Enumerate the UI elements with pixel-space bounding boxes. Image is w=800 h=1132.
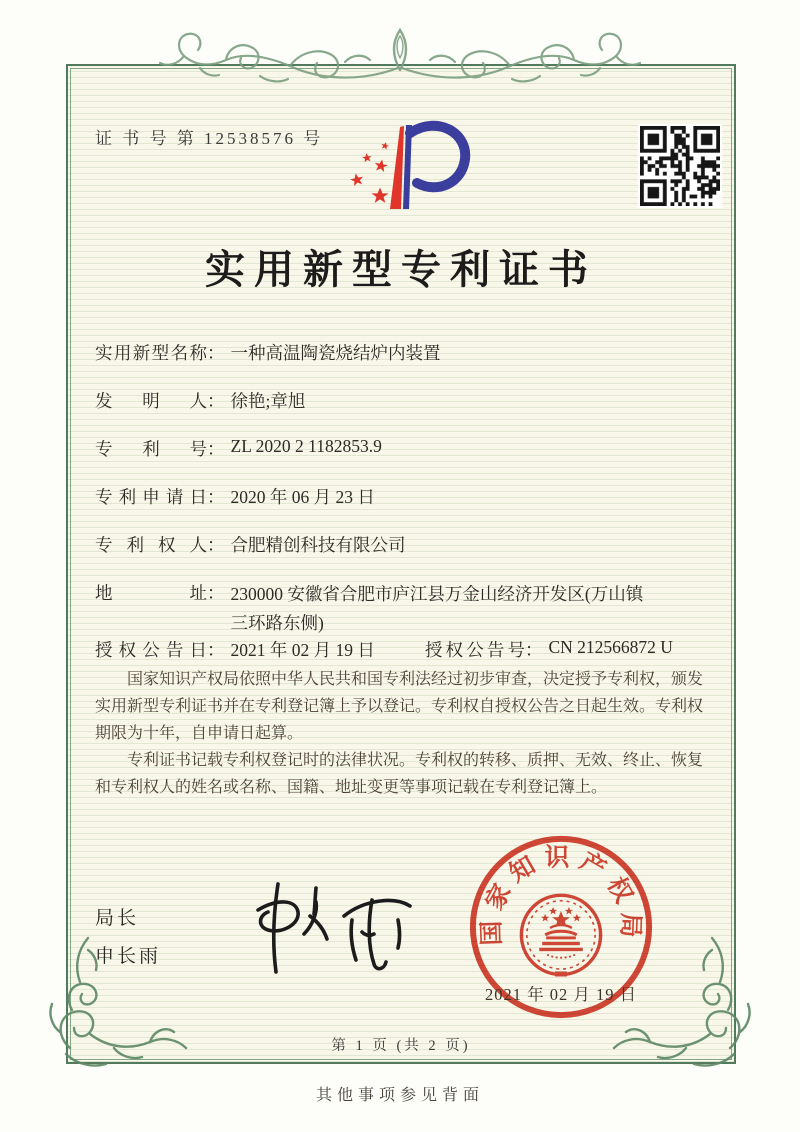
field-label: 实 用 新 型 名 称 bbox=[95, 343, 207, 363]
grant-date-value: 2021 年 02 月 19 日 bbox=[230, 640, 375, 660]
field-row-address bbox=[95, 580, 715, 638]
colon: ： bbox=[207, 487, 225, 507]
certificate-title: 实用新型专利证书 bbox=[205, 247, 597, 292]
seal-date: 2021 年 02 月 19 日 bbox=[484, 985, 638, 1004]
field-label: 专 利 权 人 bbox=[95, 535, 207, 555]
certificate-number: 证 书 号 第 12538576 号 bbox=[95, 129, 324, 148]
legal-paragraph-2: 专利证书记载专利权登记时的法律状况。专利权的转移、质押、无效、终止、恢复和专利权人的姓名或名称、国籍、地址变更等事项记载在专利登记簿上。 bbox=[95, 752, 704, 796]
field-row-name bbox=[95, 340, 715, 365]
grant-date-label: 授 权 公 告 日 bbox=[95, 640, 207, 660]
field-label: 发 明 人 bbox=[95, 391, 207, 411]
grant-no-value: CN 212566872 U bbox=[548, 637, 673, 657]
signer-name: 申长雨 bbox=[95, 946, 162, 967]
director-signature-graphic bbox=[212, 876, 432, 982]
field-label: 专 利 号 bbox=[95, 439, 207, 459]
field-value-address: 230000 安徽省合肥市庐江县万金山经济开发区(万山镇三环路东侧) bbox=[230, 584, 644, 633]
legal-text-block bbox=[95, 666, 708, 801]
field-value-patent-no: ZL 2020 2 1182853.9 bbox=[230, 436, 382, 456]
colon: ： bbox=[525, 640, 543, 660]
field-row-patent-no bbox=[95, 436, 715, 461]
page-number: 第 1 页 (共 2 页) bbox=[331, 1038, 471, 1054]
field-row-filing-date bbox=[95, 484, 715, 509]
legal-paragraph-1: 国家知识产权局依照中华人民共和国专利法经过初步审查，决定授予专利权，颁发实用新型专利证书并在专利登记簿上予以登记。专利权自授权公告之日起生效。专利权期限为十年，自申请日起算。 bbox=[95, 671, 704, 742]
grant-no-label: 授 权 公 告 号 bbox=[425, 640, 525, 660]
signer-title: 局长 bbox=[95, 908, 140, 929]
field-value-inventor: 徐艳;章旭 bbox=[230, 391, 306, 411]
field-row-grant bbox=[95, 637, 715, 662]
colon: ： bbox=[207, 391, 225, 411]
colon: ： bbox=[207, 583, 225, 603]
colon: ： bbox=[207, 439, 225, 459]
grant-no-group bbox=[425, 637, 673, 662]
colon: ： bbox=[207, 343, 225, 363]
field-row-inventor bbox=[95, 388, 715, 413]
field-row-patentee bbox=[95, 532, 715, 557]
field-value-name: 一种高温陶瓷烧结炉内装置 bbox=[230, 343, 441, 363]
back-side-note: 其他事项参见背面 bbox=[315, 1087, 484, 1104]
cnipa-logo-icon bbox=[346, 116, 474, 220]
colon: ： bbox=[207, 535, 225, 555]
colon: ： bbox=[207, 640, 225, 660]
qr-code-icon bbox=[638, 124, 722, 208]
field-value-filing-date: 2020 年 06 月 23 日 bbox=[230, 487, 375, 507]
field-value-patentee: 合肥精创科技有限公司 bbox=[230, 535, 406, 555]
field-label: 专 利 申 请 日 bbox=[95, 487, 207, 507]
seal-org-text: 国家知识产权局 bbox=[478, 844, 644, 946]
field-label: 地 址 bbox=[95, 583, 207, 603]
